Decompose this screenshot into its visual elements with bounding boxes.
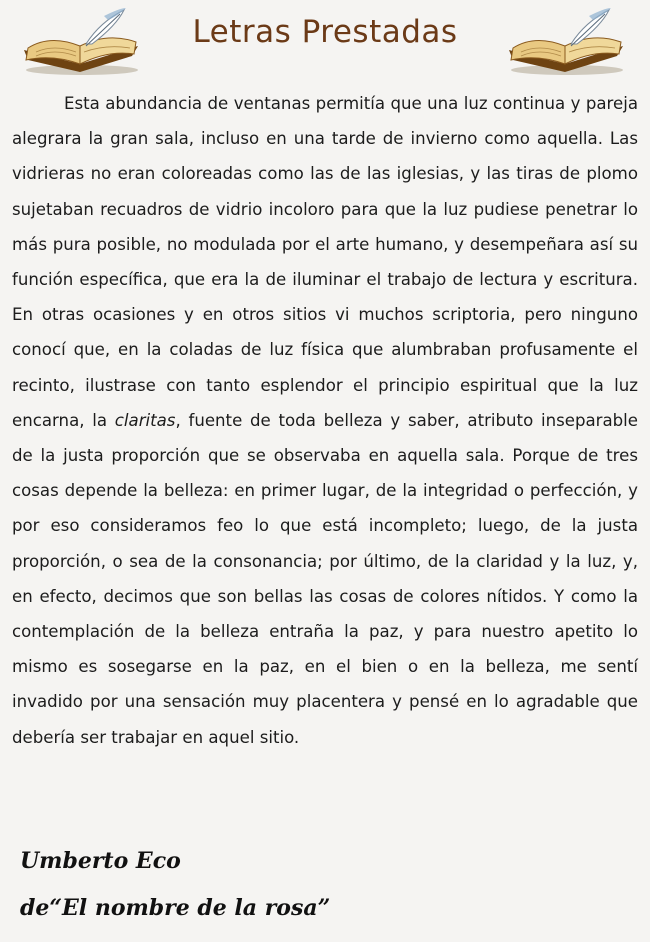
passage-italic-word: claritas (114, 410, 176, 430)
work-title: de“El nombre de la rosa” (20, 895, 331, 921)
author-name: Umberto Eco (20, 848, 181, 874)
page-title: Letras Prestadas (192, 14, 458, 50)
page-header (0, 0, 650, 80)
quote-passage (12, 86, 638, 755)
passage-text-part1: Esta abundancia de ventanas permitía que una luz continua y pareja alegrara la gran sala, incluso en una tarde de invierno como aquella. Las vidrieras no eran coloreadas como las de las iglesias, y las tiras de plomo sujetaban recuadros de vidrio incoloro para que la luz pudiese penetrar lo más pura posible, no modulada por el arte humano, y desempeñara así su función específica, que era la de iluminar el trabajo de lectura y escritura. En otras ocasiones y en otros sitios vi muchos scriptoria, pero ninguno conocí que, en la coladas de luz física que alumbraban profusamente el recinto, ilustrase con tanto esplendor el principio espiritual que la luz encarna, la (12, 94, 638, 430)
open-book-quill-icon (505, 6, 630, 82)
passage-text-part2: , fuente de toda belleza y saber, atributo inseparable de la justa proporción que se observaba en aquella sala. Porque de tres cosas depende la belleza: en primer lugar, de la integridad o perfección, y por eso consideramos feo lo que está incompleto; luego, de la justa proporción, o sea de la consonancia; por último, de la claridad y la luz, y, en efecto, decimos que son bellas las cosas de colores nítidos. Y como la contemplación de la belleza entraña la paz, y para nuestro apetito lo mismo es sosegarse en la paz, en el bien o en la belleza, me sentí invadido por una sensación muy placentera y pensé en lo agradable que debería ser trabajar en aquel sitio. (12, 410, 638, 747)
